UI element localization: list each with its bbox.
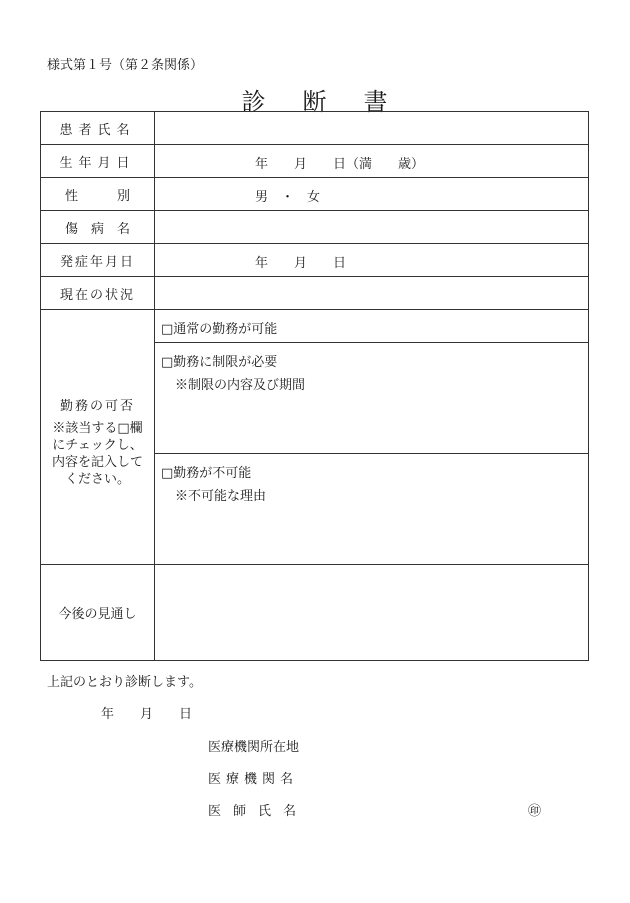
form-number: 様式第１号（第２条関係） <box>47 58 204 73</box>
issue-date-line: 年 月 日 <box>101 707 193 722</box>
sex-label: 性 別 <box>64 188 130 204</box>
title-char-2: 断 <box>302 88 328 116</box>
column-divider <box>154 112 155 660</box>
row-divider <box>41 309 588 310</box>
work-eligibility-label: 勤務の可否 <box>59 398 135 414</box>
sex-value: 男 ・ 女 <box>255 190 321 205</box>
note-line: ※該当する□欄 <box>52 421 143 436</box>
institution-name-label: 医療機関名 <box>208 772 299 787</box>
note-line: 内容を記入して <box>51 455 143 470</box>
work-not-possible-note: ※不可能な理由 <box>175 489 267 504</box>
current-status-label: 現在の状況 <box>59 287 135 303</box>
work-limited-note: ※制限の内容及び期間 <box>175 378 306 393</box>
doctor-name-label: 医師氏名 <box>208 804 309 819</box>
note-line: ください。 <box>64 472 130 487</box>
patient-name-label: 患者氏名 <box>59 122 136 138</box>
prognosis-label: 今後の見通し <box>58 607 137 622</box>
title-char-1: 診 <box>241 88 267 116</box>
work-eligibility-note <box>41 420 154 488</box>
birthdate-label: 生年月日 <box>59 155 136 171</box>
row-divider <box>154 342 588 343</box>
diagnosis-table <box>40 111 589 661</box>
diagnosis-statement: 上記のとおり診断します。 <box>47 675 202 690</box>
work-option-limited[interactable]: □勤務に制限が必要 <box>161 355 278 370</box>
note-line: にチェックし、 <box>52 438 143 453</box>
birthdate-value: 年 月 日（満 歳） <box>255 157 425 172</box>
onset-date-value: 年 月 日 <box>255 256 347 271</box>
row-divider <box>154 453 588 454</box>
work-option-normal[interactable]: □通常の勤務が可能 <box>161 322 278 337</box>
title-char-3: 書 <box>363 88 389 116</box>
seal-mark: ㊞ <box>528 804 542 819</box>
institution-address-label: 医療機関所在地 <box>208 740 300 755</box>
disease-name-label: 傷 病 名 <box>64 221 130 237</box>
work-option-not-possible[interactable]: □勤務が不可能 <box>161 466 252 481</box>
onset-date-label: 発症年月日 <box>59 254 135 270</box>
